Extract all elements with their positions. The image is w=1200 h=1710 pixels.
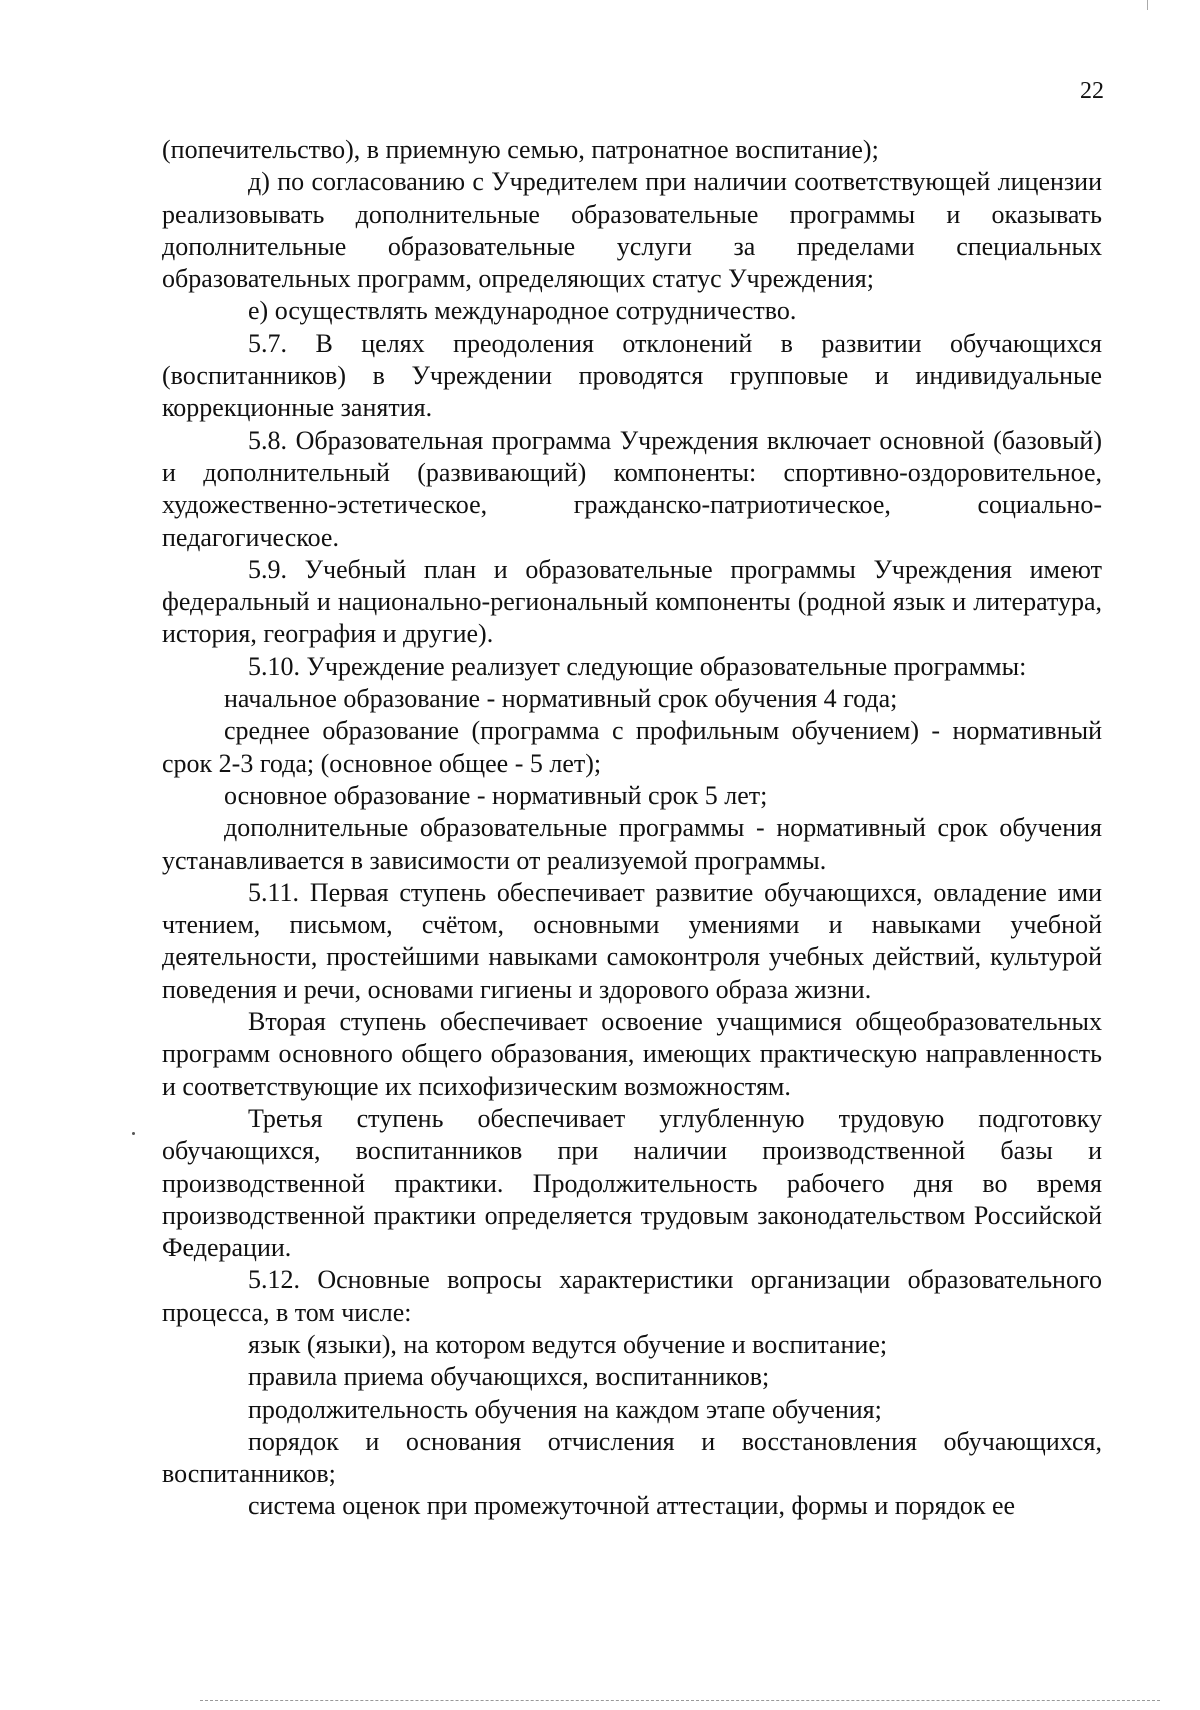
list-item-language: язык (языки), на котором ведутся обучение и воспитание; <box>248 1329 888 1359</box>
paragraph-5-10: 5.10. Учреждение реализует следующие образовательные программы: <box>248 651 1027 681</box>
paragraph-5-11: 5.11. Первая ступень обеспечивает развитие обучающихся, овладение ими чтением, письмом, счётом, основными умениями и навыками учебной деятельности, простейшими навыками самоконтроля учебных действий, культурой поведения и речи, основами гигиены и здорового образа жизни. <box>162 877 1102 1004</box>
program-additional: дополнительные образовательные программы - нормативный срок обучения устанавливается в зависимости от реализуемой программы. <box>162 813 1102 875</box>
body-text <box>162 134 1102 1523</box>
paragraph-5-12: 5.12. Основные вопросы характеристики организации образовательного процесса, в том числе: <box>162 1265 1102 1327</box>
list-item-expulsion: порядок и основания отчисления и восстановления обучающихся, воспитанников; <box>162 1426 1102 1489</box>
scan-bottom-edge <box>200 1700 1160 1701</box>
scan-speck <box>132 1132 135 1135</box>
list-item-duration: продолжительность обучения на каждом этапе обучения; <box>248 1394 882 1424</box>
scan-edge-mark <box>1147 0 1148 10</box>
paragraph-guardianship: (попечительство), в приемную семью, патронатное воспитание); <box>162 135 879 164</box>
paragraph-second-stage: Вторая ступень обеспечивает освоение учащимися общеобразовательных программ основного общего образования, имеющих практическую направленность и соответствующие их психофизическим возможностям. <box>162 1007 1102 1101</box>
paragraph-item-e: е) осуществлять международное сотрудничество. <box>248 296 797 326</box>
program-secondary: среднее образование (программа с профильным обучением) - нормативный срок 2-3 года; (основное общее - 5 лет); <box>162 716 1102 778</box>
list-item-grading: система оценок при промежуточной аттестации, формы и порядок ее <box>248 1491 1016 1521</box>
page-number: 22 <box>1080 78 1104 104</box>
paragraph-third-stage: Третья ступень обеспечивает углубленную трудовую подготовку обучающихся, воспитанников при наличии производственной базы и производственной практики. Продолжительность рабочего дня во время производственной практики определяется трудовым законодательством Российской Федерации. <box>162 1103 1102 1263</box>
paragraph-5-7: 5.7. В целях преодоления отклонений в развитии обучающихся (воспитанников) в Учреждении проводятся групповые и индивидуальные коррекционные занятия. <box>162 328 1102 423</box>
paragraph-item-d: д) по согласованию с Учредителем при наличии соответствующей лицензии реализовывать дополнительные образовательные программы и оказывать дополнительные образовательные услуги за пределами специальных образовательных программ, определяющих статус Учреждения; <box>162 167 1102 294</box>
paragraph-5-8: 5.8. Образовательная программа Учреждения включает основной (базовый) и дополнительный (развивающий) компоненты: спортивно-оздоровительное, художественно-эстетическое, гражданско-патриотическое, социально-педагогическое. <box>162 425 1102 552</box>
program-primary: начальное образование - нормативный срок обучения 4 года; <box>224 684 898 714</box>
list-item-admission: правила приема обучающихся, воспитанников; <box>248 1362 770 1392</box>
paragraph-5-9: 5.9. Учебный план и образовательные программы Учреждения имеют федеральный и национально-региональный компоненты (родной язык и литература, история, география и другие). <box>162 554 1102 649</box>
program-basic: основное образование - нормативный срок 5 лет; <box>224 780 768 810</box>
